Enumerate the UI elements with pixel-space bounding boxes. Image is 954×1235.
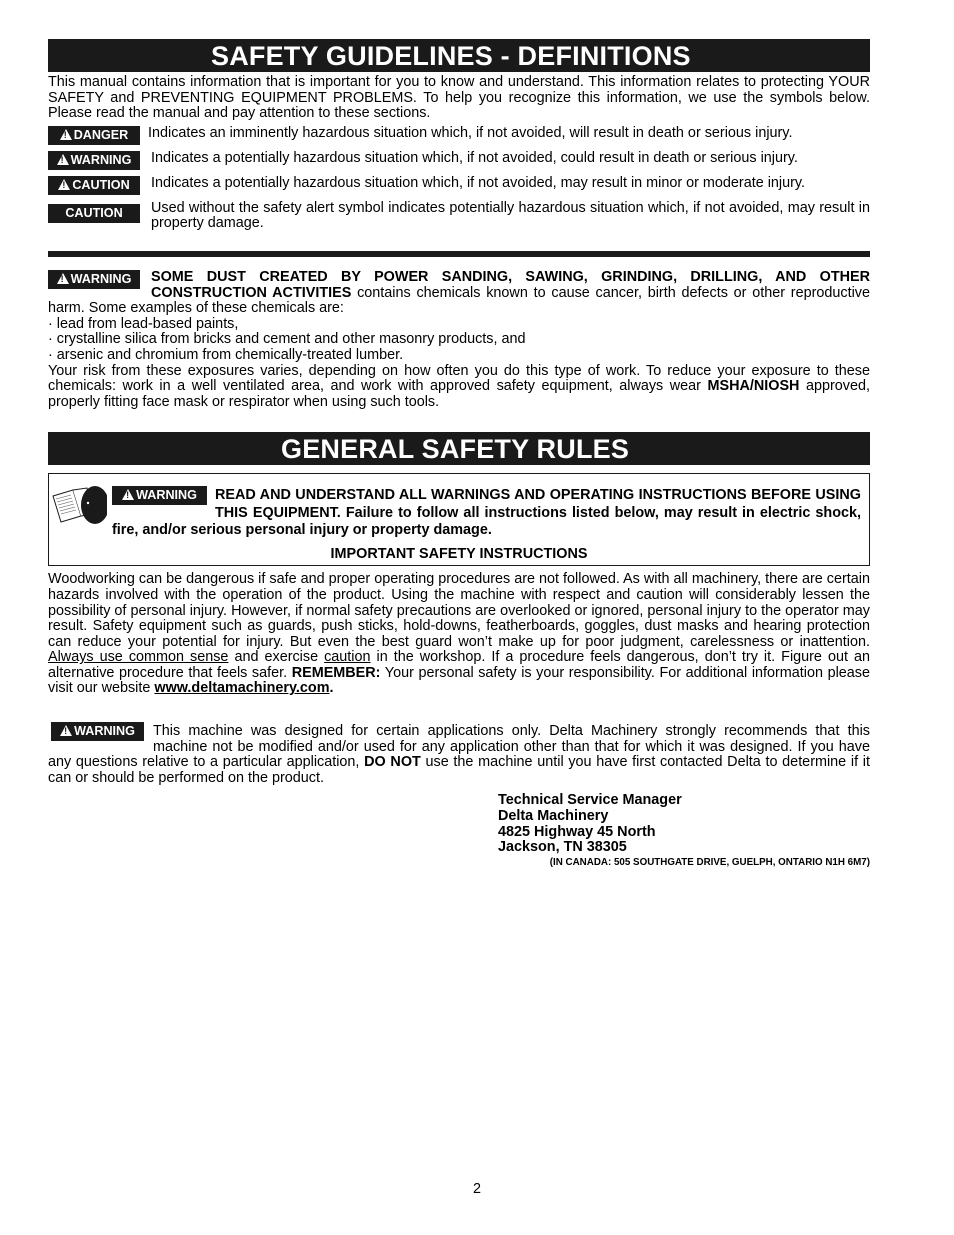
dust-warning <box>48 270 870 410</box>
warning-badge: ! WARNING <box>112 486 207 505</box>
dust-warning-text: SOME DUST CREATED BY POWER SANDING, SAWING, GRINDING, DRILLING, AND OTHER CONSTRUCTION ACTIVITIES contains chemicals known to cause cancer, birth defects or other reproductive harm. Some examples of these chemicals are: <box>48 268 870 317</box>
general-safety-section <box>48 432 870 868</box>
signal-row-caution <box>48 176 870 195</box>
signal-desc-caution-plain: Used without the safety alert symbol indicates potentially hazardous situation which, if not avoided, may result in property damage. <box>151 199 870 232</box>
manual-page <box>48 39 870 868</box>
danger-badge: ! DANGER <box>48 126 140 145</box>
applications-warning-text: This machine was designed for certain applications only. Delta Machinery strongly recommends that this machine not be modified and/or used for any application other than that for which it was designed. If you have any questions relative to a particular application, DO NOT use the machine until you have first contacted Delta to determine if it can or should be performed on the product. <box>48 723 870 786</box>
woodworking-paragraph: Woodworking can be dangerous if safe and proper operating procedures are not followed. As with all machinery, there are certain hazards involved with the operation of the product. Using the machine with respect and caution will considerably lessen the possibility of personal injury. However, if normal safety precautions are overlooked or ignored, personal injury to the operator may result. Safety equipment such as guards, push sticks, hold-downs, featherboards, goggles, dust masks and hearing protection can reduce your potential for injury. But even the best guard won’t make up for poor judgment, carelessness or inattention. Always use common sense and exercise caution in the workshop. If a procedure feels dangerous, don’t try it. Figure out an alternative procedure that feels safer. REMEMBER: Your personal safety is your responsibility. For additional information please visit our website www.deltamachinery.com. <box>48 571 870 697</box>
page-number: 2 <box>472 1181 481 1197</box>
address-line: Delta Machinery <box>498 808 609 825</box>
canada-address: (IN CANADA: 505 SOUTHGATE DRIVE, GUELPH, ONTARIO N1H 6M7) <box>549 856 870 868</box>
alert-triangle-icon <box>57 154 69 165</box>
dust-bullet: · arsenic and chromium from chemically-treated lumber. <box>48 346 404 363</box>
alert-triangle-icon <box>60 725 72 736</box>
dust-exposure-text: Your risk from these exposures varies, depending on how often you do this type of work. To reduce your exposure to these chemicals: work in a well ventilated area, and work with approved safety equipment, always wear MSHA/NIOSH approved, properly fitting face mask or respirator when using such tools. <box>48 362 870 410</box>
manual-book-icon <box>51 486 107 526</box>
signal-row-caution-no-symbol <box>48 201 870 232</box>
signal-row-warning <box>48 151 870 170</box>
warning-badge: ! WARNING <box>48 151 140 170</box>
section-title-general-safety: GENERAL SAFETY RULES <box>48 432 870 465</box>
section-divider <box>48 251 870 257</box>
website-link[interactable]: www.deltamachinery.com <box>154 680 330 697</box>
alert-triangle-icon <box>122 489 134 500</box>
warning-badge: ! WARNING <box>48 270 140 289</box>
dust-bullet: · lead from lead-based paints, <box>48 315 239 332</box>
alert-triangle-icon <box>60 129 72 140</box>
signal-desc-danger: Indicates an imminently hazardous situation which, if not avoided, will result in death or serious injury. <box>148 124 793 141</box>
address-line: 4825 Highway 45 North <box>498 823 656 840</box>
address-line: Jackson, TN 38305 <box>498 839 627 856</box>
signal-desc-caution: Indicates a potentially hazardous situation which, if not avoided, may result in minor or moderate injury. <box>151 174 806 191</box>
signal-row-danger <box>48 126 870 145</box>
alert-triangle-icon <box>57 273 69 284</box>
warning-badge: ! WARNING <box>51 722 144 741</box>
read-instructions-text: ! WARNING READ AND UNDERSTAND ALL WARNINGS AND OPERATING INSTRUCTIONS BEFORE USING THIS EQUIPMENT. Failure to follow all instructions listed below, may result in electric shock, fire, and/or serious personal injury or property damage. <box>112 487 861 539</box>
dust-bullet: · crystalline silica from bricks and cement and other masonry products, and <box>48 331 526 348</box>
read-instructions-box <box>48 473 870 566</box>
applications-warning <box>48 724 870 786</box>
section-title-definitions: SAFETY GUIDELINES - DEFINITIONS <box>48 39 870 72</box>
caution-badge: ! CAUTION <box>48 176 140 195</box>
signal-desc-warning: Indicates a potentially hazardous situation which, if not avoided, could result in death or serious injury. <box>151 149 798 166</box>
important-safety-instructions-heading: IMPORTANT SAFETY INSTRUCTIONS <box>330 546 588 563</box>
address-line: Technical Service Manager <box>498 792 682 809</box>
service-address <box>498 793 870 855</box>
intro-paragraph: This manual contains information that is important for you to know and understand. This information relates to protecting YOUR SAFETY and PREVENTING EQUIPMENT PROBLEMS. To help you recognize this information, we use the symbols below. Please read the manual and pay attention to these sections. <box>48 74 870 122</box>
alert-triangle-icon <box>58 179 70 190</box>
caution-plain-badge: CAUTION <box>48 204 140 223</box>
